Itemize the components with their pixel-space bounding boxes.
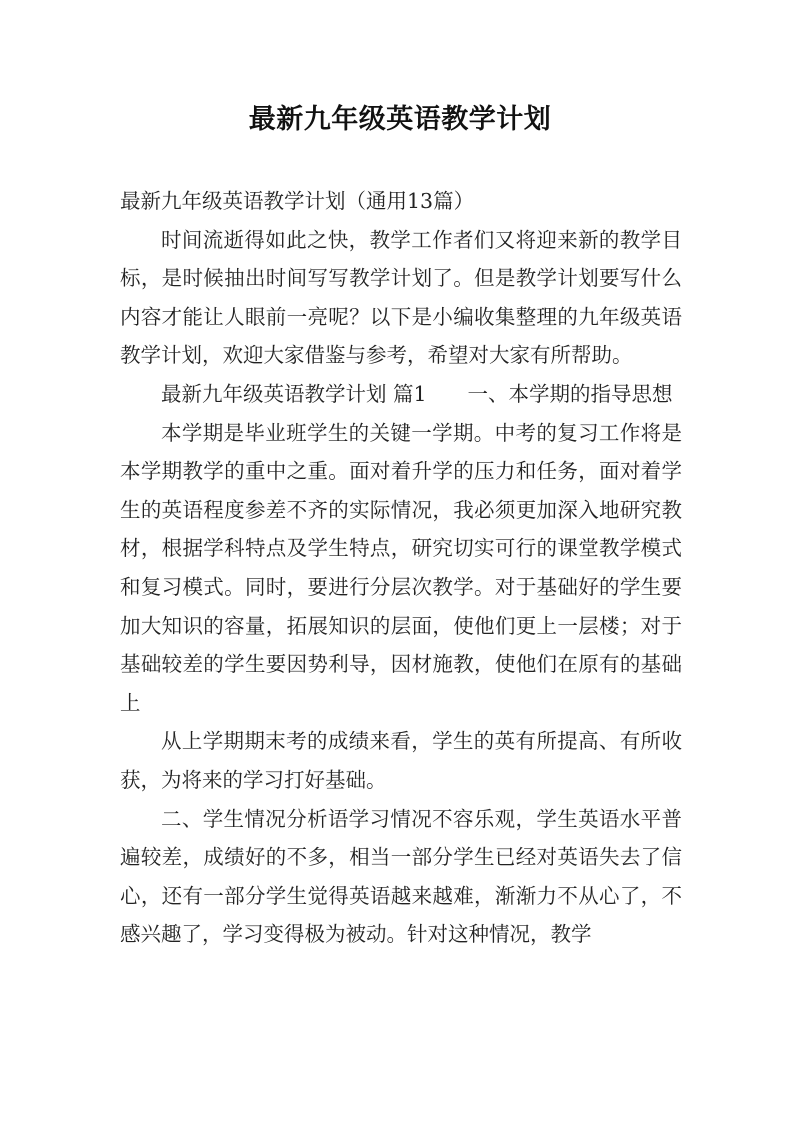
guiding-thought-paragraph: 本学期是毕业班学生的关键一学期。中考的复习工作将是本学期教学的重中之重。面对着升学的压力和任务，面对着学生的英语程度参差不齐的实际情况，我必须更加深入地研究教材，根据学科特点及学生特点，研究切实可行的课堂教学模式和复习模式。同时，要进行分层次教学。对于基础好的学生要加大知识的容量，拓展知识的层面，使他们更上一层楼；对于基础较差的学生要因势利导，因材施教，使他们在原有的基础上: [120, 420, 682, 715]
document-body: [120, 182, 682, 954]
subtitle-paragraph: 最新九年级英语教学计划（通用13篇）: [120, 189, 475, 213]
intro-paragraph: 时间流逝得如此之快，教学工作者们又将迎来新的教学目标，是时候抽出时间写写教学计划了。但是教学计划要写什么内容才能让人眼前一亮呢？以下是小编收集整理的九年级英语教学计划，欢迎大家借鉴与参考，希望对大家有所帮助。: [120, 227, 682, 368]
document-title: 最新九年级英语教学计划: [248, 104, 552, 135]
section-heading-paragraph: 最新九年级英语教学计划 篇1 一、本学期的指导思想: [161, 381, 673, 406]
student-analysis-paragraph: 二、学生情况分析语学习情况不容乐观，学生英语水平普遍较差，成绩好的不多，相当一部分学生已经对英语失去了信心，还有一部分学生觉得英语越来越难，渐渐力不从心了，不感兴趣了，学习变得极为被动。针对这种情况，教学: [120, 806, 682, 947]
previous-term-paragraph: 从上学期期末考的成绩来看，学生的英有所提高、有所收获，为将来的学习打好基础。: [120, 729, 682, 792]
